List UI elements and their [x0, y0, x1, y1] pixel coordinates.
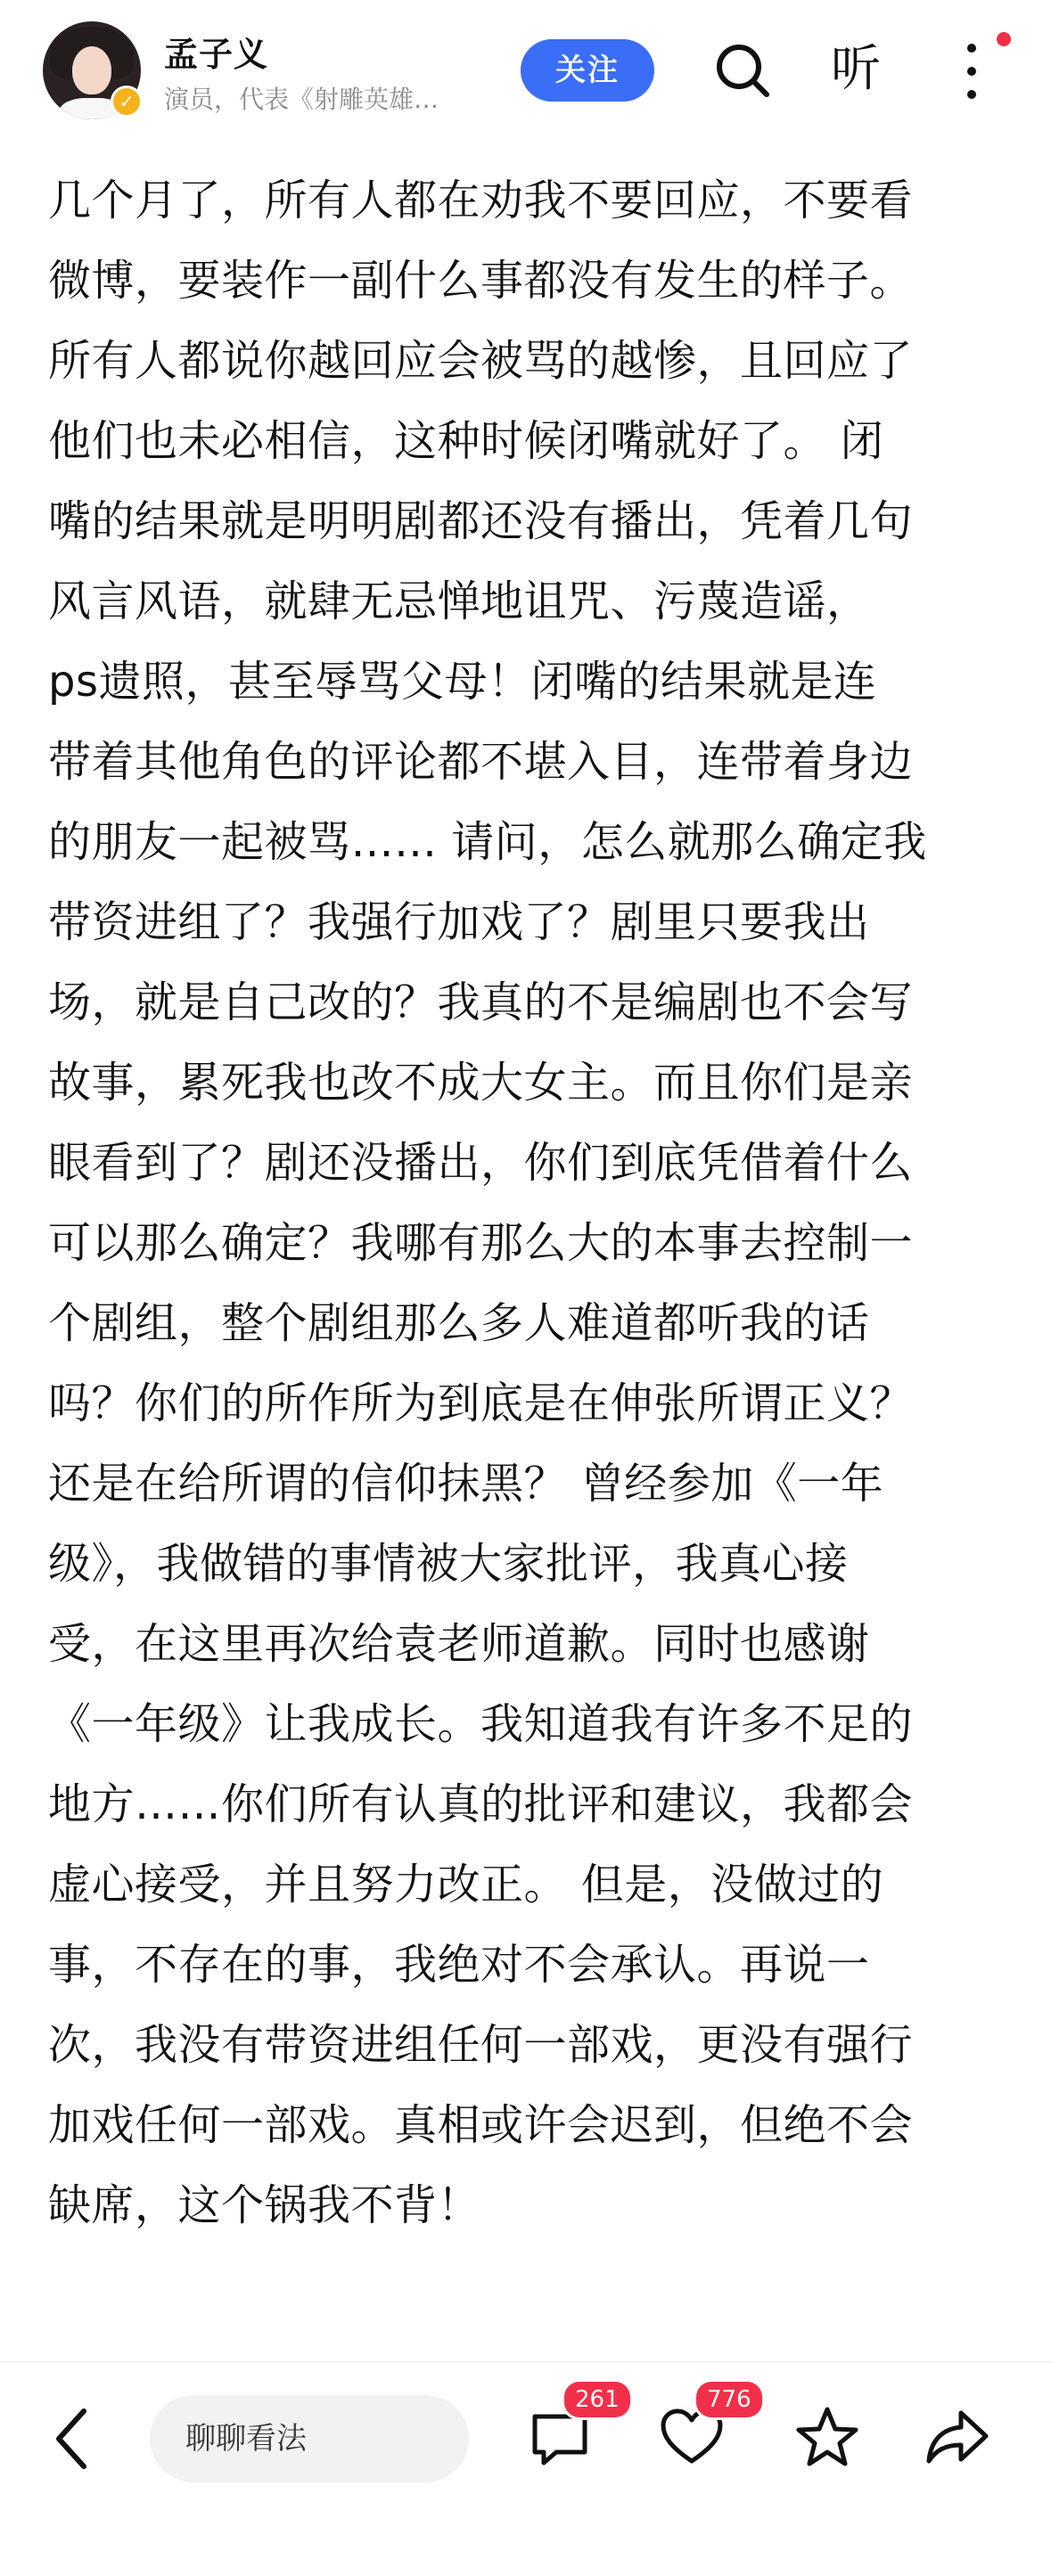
post-text-line: 吗？你们的所作所为到底是在伸张所谓正义？	[48, 1378, 914, 1428]
avatar-face	[72, 46, 111, 94]
share-icon[interactable]	[924, 2404, 991, 2472]
bottom-action-bar	[0, 2363, 1051, 2576]
post-text-line: 风言风语，就肆无忌惮地诅咒、污蔑造谣，	[48, 577, 870, 626]
post-text-line: 可以那么确定？我哪有那么大的本事去控制一	[48, 1218, 914, 1268]
follow-button[interactable]: 关注	[521, 39, 654, 102]
post-text-line: 几个月了，所有人都在劝我不要回应，不要看	[48, 176, 914, 225]
like-count-badge: 776	[694, 2379, 765, 2420]
post-text-line: 缺席，这个锅我不背！	[48, 2180, 481, 2230]
post-text-line: 个剧组，整个剧组那么多人难道都听我的话	[48, 1298, 870, 1348]
search-icon[interactable]	[711, 39, 774, 102]
post-text-line: 他们也未必相信，这种时候闭嘴就好了。 闭	[48, 416, 884, 466]
post-text-line: 地方……你们所有认真的批评和建议，我都会	[48, 1779, 914, 1829]
post-text-line: 带着其他角色的评论都不堪入目，连带着身边	[48, 737, 914, 787]
more-icon[interactable]	[954, 36, 989, 107]
post-content	[48, 160, 1004, 2245]
user-name[interactable]: 孟子义	[164, 35, 269, 74]
comment-count-badge: 261	[562, 2379, 633, 2420]
post-text-line: ps遗照，甚至辱骂父母！闭嘴的结果就是连	[48, 657, 877, 707]
listen-button[interactable]: 听	[831, 40, 881, 98]
comment-input[interactable]: 聊聊看法	[150, 2395, 469, 2482]
back-icon[interactable]	[46, 2400, 100, 2477]
post-text-line: 带资进组了？我强行加戏了？剧里只要我出	[48, 897, 870, 947]
user-description: 演员，代表《射雕英雄…	[164, 85, 439, 114]
post-text-line: 受，在这里再次给袁老师道歉。同时也感谢	[48, 1619, 870, 1669]
post-text-line: 次，我没有带资进组任何一部戏，更没有强行	[48, 2020, 914, 2070]
post-text-line: 虚心接受，并且努力改正。 但是，没做过的	[48, 1860, 884, 1910]
post-text-line: 级》，我做错的事情被大家批评，我真心接	[48, 1539, 849, 1589]
header	[0, 0, 1051, 143]
post-text-line: 眼看到了？剧还没播出，你们到底凭借着什么	[48, 1138, 914, 1188]
post-text-line: 《一年级》让我成长。我知道我有许多不足的	[48, 1699, 914, 1749]
verified-badge-icon: ✓	[111, 86, 143, 118]
notification-dot	[997, 32, 1011, 46]
post-text-line: 还是在给所谓的信仰抹黑？ 曾经参加《一年	[48, 1459, 884, 1509]
post-text-line: 场，就是自己改的？我真的不是编剧也不会写	[48, 977, 914, 1027]
post-text-line: 的朋友一起被骂…… 请问，怎么就那么确定我	[48, 817, 927, 867]
post-text-line: 加戏任何一部戏。真相或许会迟到，但绝不会	[48, 2100, 914, 2150]
post-text-line: 嘴的结果就是明明剧都还没有播出，凭着几句	[48, 496, 914, 546]
post-text-line: 故事，累死我也改不成大女主。而且你们是亲	[48, 1058, 914, 1108]
post-text-line: 所有人都说你越回应会被骂的越惨，且回应了	[48, 336, 914, 386]
post-text-line: 事，不存在的事，我绝对不会承认。再说一	[48, 1940, 870, 1990]
post-text-line: 微博，要装作一副什么事都没有发生的样子。	[48, 256, 914, 306]
favorite-icon[interactable]	[793, 2404, 861, 2472]
